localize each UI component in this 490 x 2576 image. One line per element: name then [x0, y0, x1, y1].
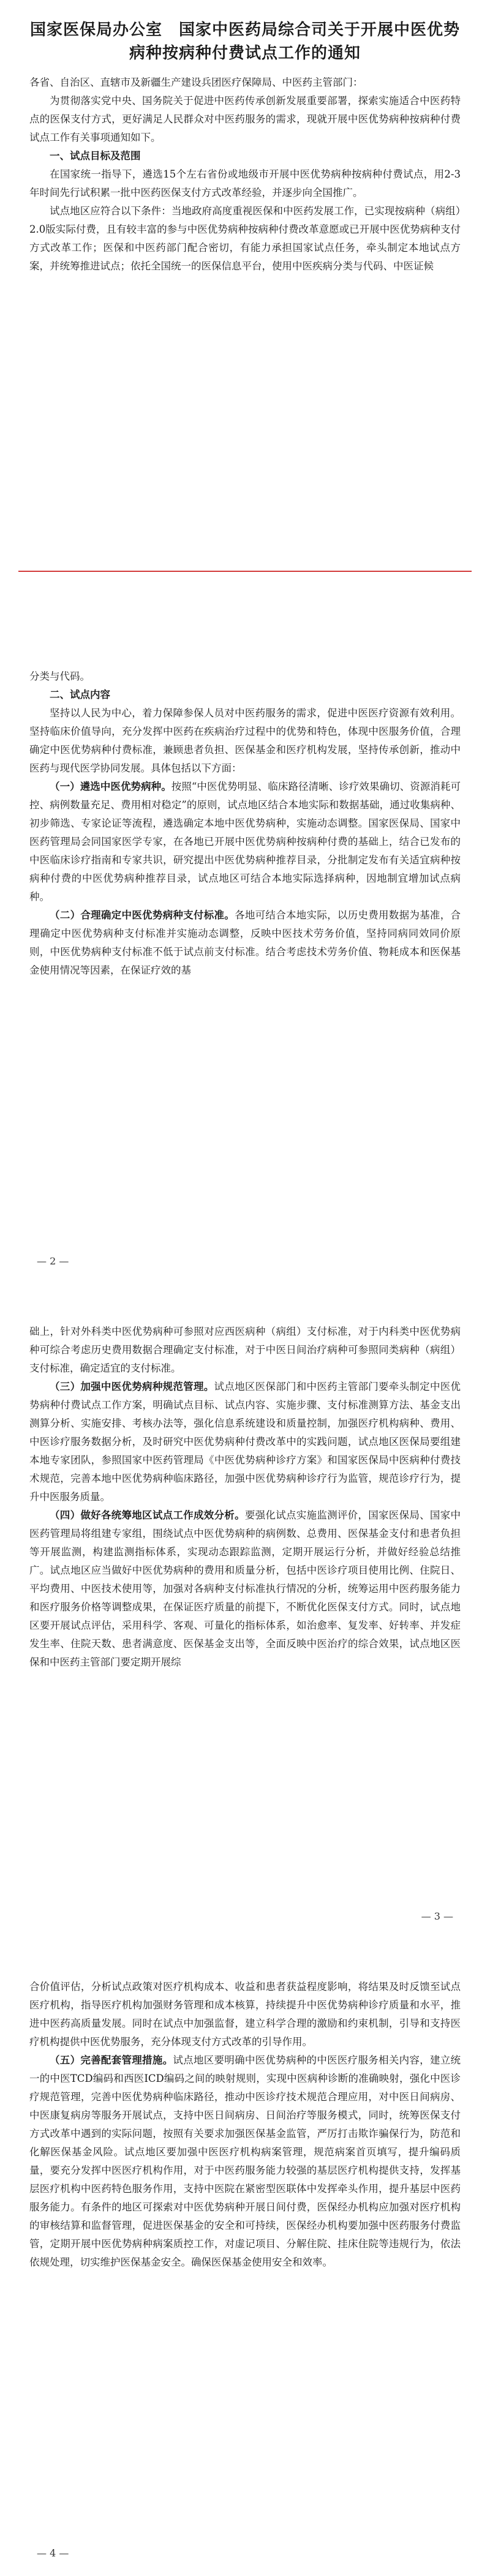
- item-5-title: （五）完善配套管理措施。: [50, 2054, 173, 2066]
- item-2-continued: 础上，针对外科类中医优势病种可参照对应西医病种（病组）支付标准，对于内科类中医优势病种可综合考虑历史费用数据合理确定支付标准，对于中医日间治疗病种可参照同类病种（病组）支付标准，确定适宜的支付标准。: [29, 1326, 461, 1374]
- section-2-intro: 坚持以人民为中心，着力保障参保人员对中医药服务的需求，促进中医医疗资源有效利用。坚持临床价值导向，充分发挥中医药在疾病治疗过程中的优势和特色，体现中医服务价值，合理确定中医优势病种付费标准，兼顾患者负担、医保基金和医疗机构发展，坚持传承创新，推动中医药与现代医学协同发展。具体包括以下方面：: [29, 707, 461, 774]
- page-3: [0, 1323, 490, 1947]
- item-2-title: （二）合理确定中医优势病种支付标准。: [50, 909, 235, 921]
- salutation: 各省、自治区、直辖市及新疆生产建设兵团医疗保障局、中医药主管部门：: [29, 77, 363, 88]
- item-4-continued: 合价值评估，分析试点政策对医疗机构成本、收益和患者获益程度影响，将结果及时反馈至试点医疗机构，指导医疗机构加强财务管理和成本核算，持续提升中医优势病种诊疗质量和水平，推进中医药高质量发展。同时在试点中加强监督，建立科学合理的激励和约束机制，引导和支持医疗机构提供中医优势服务，充分体现支付方式改革的引导作用。: [29, 1981, 461, 2048]
- page-number: — 4 —: [37, 2547, 69, 2559]
- body-text-p1: [29, 73, 461, 276]
- page-1: [0, 0, 490, 618]
- section-1-paragraph-2-continued: 分类与代码。: [29, 670, 90, 682]
- item-1-body: 按照“中医优势明显、临床路径清晰、诊疗效果确切、资源消耗可控、病例数量充足、费用相对稳定”的原则，试点地区结合本地实际和数据基础，通过收集病种、初步筛选、专家论证等流程，遴选确定本地中医优势病种，实施动态调整。国家医保局、国家中医药管理局会同国家医学专家，在各地已开展中医优势病种按病种付费的基础上，结合已发布的中医临床诊疗指南和专家共识，研究提出中医优势病种推荐目录，分批制定发布有关适宜病种按病种付费的中医优势病种推荐目录，试点地区可结合本地实际选择病种，因地制宜增加试点病种。: [29, 781, 461, 903]
- body-text-p4: [29, 1978, 461, 2272]
- body-text-p3: [29, 1323, 461, 1672]
- section-1-heading: 一、试点目标及范围: [50, 150, 141, 162]
- item-3-title: （三）加强中医优势病种规范管理。: [50, 1381, 214, 1392]
- page-number: — 3 —: [421, 1910, 453, 1922]
- item-3-body: 试点地区医保部门和中医药主管部门要牵头制定中医优势病种付费试点工作方案，明确试点目标、试点内容、实施步骤、支付标准测算方法、基金支出测算分析、实施安排、考核办法等，强化信息系统建设和质量控制，加强医疗机构病种、费用、中医诊疗服务数据分析，及时研究中医优势病种付费改革中的实践问题，试点地区医保局要组建本地专家团队，参照国家中医药管理局《中医优势病种诊疗方案》和国家医保局中医病种付费技术规范，完善本地中医优势病种临床路径，加强中医优势病种诊疗行为监管，规范诊疗行为，提升中医服务质量。: [29, 1381, 461, 1503]
- item-1-title: （一）遴选中医优势病种。: [50, 781, 172, 792]
- intro-paragraph: 为贯彻落实党中央、国务院关于促进中医药传承创新发展重要部署，探索实施适合中医药特点的医保支付方式，更好满足人民群众对中医药服务的需求，现就开展中医优势病种按病种付费试点工作有关事项通知如下。: [29, 95, 461, 143]
- section-1-paragraph-2: 试点地区应符合以下条件：当地政府高度重视医保和中医药发展工作，已实现按病种（病组）2.0版实际付费，且有较丰富的参与中医优势病种按病种付费改革意愿或已开展中医优势病种支付方式改革工作；医保和中医药部门配合密切，有能力承担国家试点任务，牵头制定本地试点方案，并统筹推进试点；依托全国统一的医保信息平台，使用中医疾病分类与代码、中医证候: [29, 205, 461, 272]
- item-5-body: 试点地区要明确中医优势病种的中医医疗服务相关内容，建立统一的中医TCD编码和西医ICD编码之间的映射规则，实现中医病种诊断的准确映射，强化中医诊疗规范管理，完善中医优势病种临床路径，推动中医诊疗技术规范合理应用，对中医日间病房、中医康复病房等服务开展试点，支持中医日间病房、日间治疗等服务模式，同时，统筹医保支付方式改革中遇到的实际问题，按照有关要求加强医保基金监管，严厉打击欺诈骗保行为，防范和化解医保基金风险。试点地区要加强中医医疗机构病案管理，规范病案首页填写，提升编码质量，要充分发挥中医医疗机构作用，对于中医药服务能力较强的基层医疗机构提供支持，发挥基层医疗机构中医药特色服务作用，支持中医院在紧密型医联体中发挥牵头作用，提升基层中医药服务能力。有条件的地区可探索对中医优势病种开展日间付费，医保经办机构应加强对医疗机构的审核结算和监督管理，促进医保基金的安全和可持续，医保经办机构要加强中医药服务付费监管，定期开展中医优势病种病案质控工作，对虚记项目、分解住院、挂床住院等违规行为，依法依规处理，切实维护医保基金安全。确保医保基金使用安全和效率。: [29, 2054, 461, 2268]
- item-4-title: （四）做好各统筹地区试点工作成效分析。: [50, 1509, 245, 1521]
- section-2-heading: 二、试点内容: [50, 689, 110, 700]
- page-4: [0, 1978, 490, 2576]
- section-1-paragraph-1: 在国家统一指导下，遴选15个左右省份或地级市开展中医优势病种按病种付费试点，用2-3年时间先行试积累一批中医药医保支付方式改革经验，并逐步向全国推广。: [29, 168, 461, 198]
- item-2-paragraph: [29, 906, 461, 980]
- item-1-paragraph: [29, 778, 461, 906]
- page-2: [0, 667, 490, 1289]
- item-4-body: 要强化试点实施监测评价，国家医保局、国家中医药管理局将组建专家组，围绕试点中医优势病种的病例数、总费用、医保基金支付和患者负担等开展监测，构建监测指标体系，实现动态跟踪监测，定期开展运行分析，并做好经验总结推广。试点地区应当做好中医优势病种的费用和质量分析，包括中医诊疗项目使用比例、住院日、平均费用、中医技术使用等，加强对各病种支付标准执行情况的分析，统筹运用中医药服务能力和医疗服务价格等调整成果，在保证医疗质量的前提下，不断优化医保支付方式。同时，试点地区要开展试点评估，采用科学、客观、可量化的指标体系，如治愈率、复发率、好转率、并发症发生率、住院天数、患者满意度、医保基金支出等，全面反映中医治疗的综合效果，试点地区医保和中医药主管部门要定期开展综: [29, 1509, 461, 1668]
- item-3-paragraph: [29, 1378, 461, 1506]
- item-4-paragraph: [29, 1506, 461, 1672]
- page-divider-line: [18, 571, 472, 572]
- document-title: 国家医保局办公室 国家中医药局综合司关于开展中医优势病种按病种付费试点工作的通知: [29, 21, 460, 62]
- page-number: — 2 —: [37, 1255, 69, 1267]
- item-2-body: 各地可结合本地实际，以历史费用数据为基准，合理确定中医优势病种支付标准并实施动态调整，反映中医技术劳务价值，坚持同病同效同价原则，中医优势病种支付标准不低于试点前支付标准。结合考虑技术劳务价值、物耗成本和医保基金使用情况等因素，在保证疗效的基: [29, 909, 461, 976]
- item-5-paragraph: [29, 2051, 461, 2272]
- body-text-p2: [29, 667, 461, 980]
